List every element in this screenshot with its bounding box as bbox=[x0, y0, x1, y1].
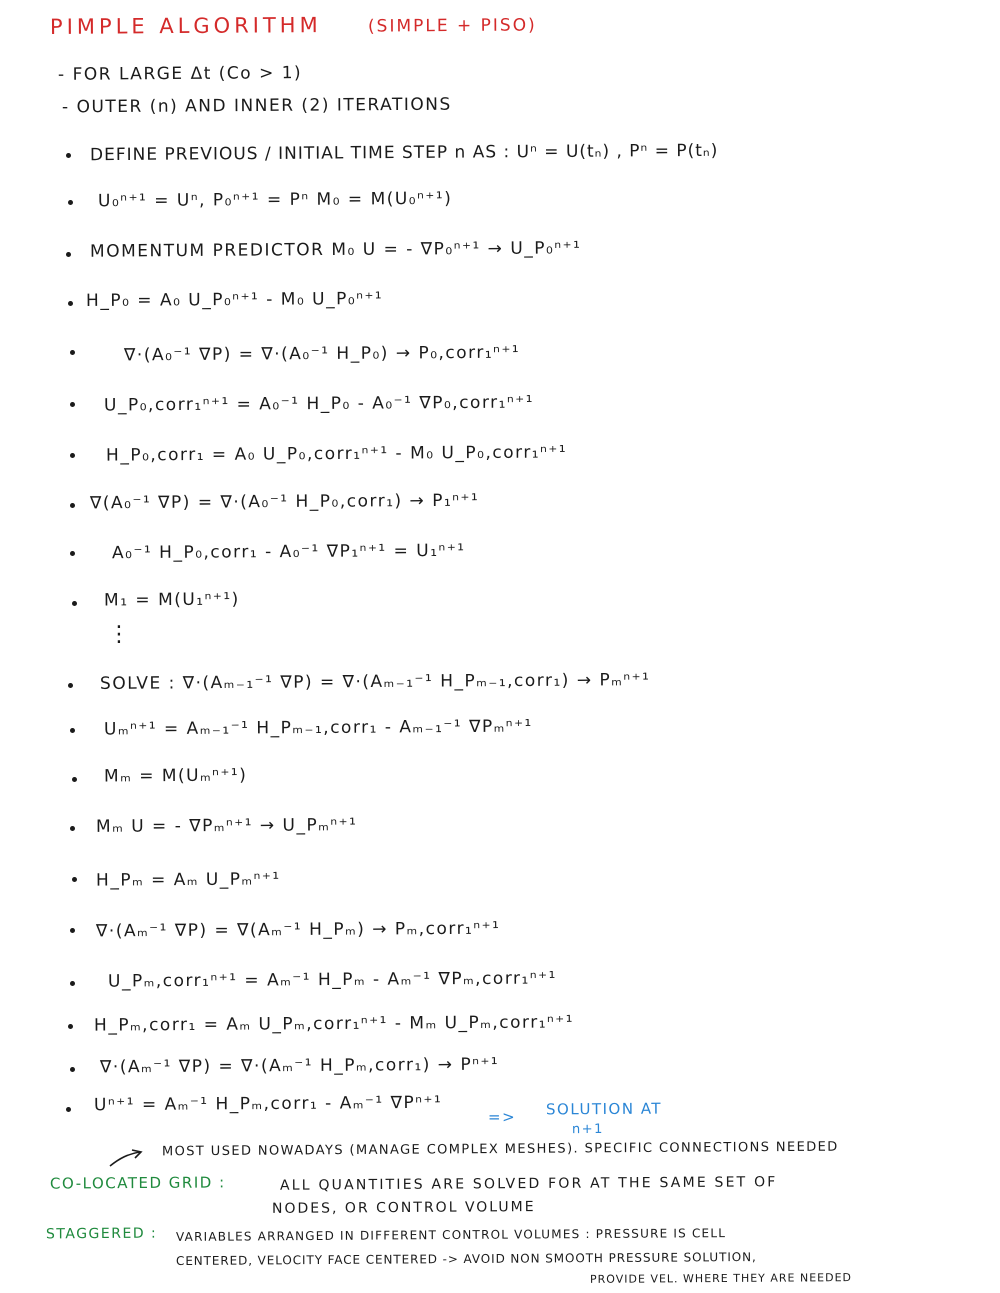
step-velocity-final: Uⁿ⁺¹ = Aₘ⁻¹ H_Pₘ,corr₁ - Aₘ⁻¹ ∇Pⁿ⁺¹ bbox=[93, 1092, 443, 1116]
colocated-grid-line-1: ALL QUANTITIES ARE SOLVED FOR AT THE SAME SET OF bbox=[279, 1174, 778, 1194]
note-arrow-icon bbox=[106, 1148, 146, 1170]
bullet-dot bbox=[72, 777, 77, 782]
bullet-dot bbox=[68, 200, 73, 205]
step-pressure-equation-0: ∇·(A₀⁻¹ ∇P) = ∇·(A₀⁻¹ H_P₀) → P₀,corr₁ⁿ⁺¹ bbox=[123, 342, 521, 366]
bullet-dot bbox=[72, 601, 77, 606]
bullet-dot bbox=[70, 551, 75, 556]
step-solve-pressure: SOLVE : ∇·(Aₘ₋₁⁻¹ ∇P) = ∇·(Aₘ₋₁⁻¹ H_Pₘ₋₁,corr₁) → Pₘⁿ⁺¹ bbox=[99, 670, 651, 694]
step-m1: M₁ = M(U₁ⁿ⁺¹) bbox=[103, 589, 240, 611]
vertical-ellipsis: ⋮ bbox=[108, 622, 130, 647]
bullet-dot bbox=[70, 350, 75, 355]
bullet-dot bbox=[66, 252, 71, 257]
page-title: PIMPLE ALGORITHM bbox=[49, 13, 322, 39]
bullet-dot bbox=[70, 826, 75, 831]
step-pressure-equation-m: ∇·(Aₘ⁻¹ ∇P) = ∇(Aₘ⁻¹ H_Pₘ) → Pₘ,corr₁ⁿ⁺¹ bbox=[95, 918, 501, 942]
bullet-dot bbox=[68, 683, 73, 688]
step-h-pm-corr1: H_Pₘ,corr₁ = Aₘ U_Pₘ,corr₁ⁿ⁺¹ - Mₘ U_Pₘ,corr₁ⁿ⁺¹ bbox=[93, 1012, 575, 1036]
step-momentum-predictor: MOMENTUM PREDICTOR M₀ U = - ∇P₀ⁿ⁺¹ → U_P₀ⁿ⁺¹ bbox=[89, 238, 582, 262]
bullet-dot bbox=[70, 728, 75, 733]
bullet-dot bbox=[70, 1067, 75, 1072]
staggered-grid-label: STAGGERED : bbox=[45, 1225, 158, 1243]
solution-label: SOLUTION AT bbox=[545, 1099, 663, 1119]
bullet-dot bbox=[70, 453, 75, 458]
step-pressure-final: ∇·(Aₘ⁻¹ ∇P) = ∇·(Aₘ⁻¹ H_Pₘ,corr₁) → Pⁿ⁺¹ bbox=[99, 1054, 500, 1078]
step-initial-values: U₀ⁿ⁺¹ = Uⁿ, P₀ⁿ⁺¹ = Pⁿ M₀ = M(U₀ⁿ⁺¹) bbox=[97, 188, 453, 212]
step-velocity-correction-0: U_P₀,corr₁ⁿ⁺¹ = A₀⁻¹ H_P₀ - A₀⁻¹ ∇P₀,corr₁ⁿ⁺¹ bbox=[103, 392, 535, 416]
intro-line-large-dt: - FOR LARGE Δt (Co > 1) bbox=[57, 63, 303, 85]
page-subtitle: (SIMPLE + PISO) bbox=[367, 15, 537, 37]
solution-time-level: n+1 bbox=[571, 1121, 604, 1138]
bullet-dot bbox=[72, 877, 77, 882]
step-velocity-um: Uₘⁿ⁺¹ = Aₘ₋₁⁻¹ H_Pₘ₋₁,corr₁ - Aₘ₋₁⁻¹ ∇Pₘⁿ⁺¹ bbox=[103, 716, 533, 740]
bullet-dot bbox=[68, 1024, 73, 1029]
intro-line-iterations: - OUTER (n) AND INNER (2) ITERATIONS bbox=[61, 94, 452, 118]
step-h-pm: H_Pₘ = Aₘ U_Pₘⁿ⁺¹ bbox=[95, 869, 281, 891]
step-mm: Mₘ = M(Uₘⁿ⁺¹) bbox=[103, 765, 248, 787]
bullet-dot bbox=[70, 928, 75, 933]
staggered-grid-line-3: PROVIDE VEL. WHERE THEY ARE NEEDED bbox=[589, 1271, 853, 1286]
bullet-dot bbox=[70, 402, 75, 407]
step-velocity-correction-m: U_Pₘ,corr₁ⁿ⁺¹ = Aₘ⁻¹ H_Pₘ - Aₘ⁻¹ ∇Pₘ,corr₁ⁿ⁺¹ bbox=[107, 968, 557, 992]
most-used-note: MOST USED NOWADAYS (MANAGE COMPLEX MESHES). SPECIFIC CONNECTIONS NEEDED bbox=[161, 1139, 839, 1160]
bullet-dot bbox=[68, 301, 73, 306]
bullet-dot bbox=[66, 153, 71, 158]
step-pressure-equation-1: ∇(A₀⁻¹ ∇P) = ∇·(A₀⁻¹ H_P₀,corr₁) → P₁ⁿ⁺¹ bbox=[89, 490, 480, 514]
step-velocity-u1: A₀⁻¹ H_P₀,corr₁ - A₀⁻¹ ∇P₁ⁿ⁺¹ = U₁ⁿ⁺¹ bbox=[111, 540, 466, 564]
colocated-grid-label: CO-LOCATED GRID : bbox=[49, 1173, 226, 1193]
step-h-p0: H_P₀ = A₀ U_P₀ⁿ⁺¹ - M₀ U_P₀ⁿ⁺¹ bbox=[85, 288, 384, 312]
step-h-p0-corr1: H_P₀,corr₁ = A₀ U_P₀,corr₁ⁿ⁺¹ - M₀ U_P₀,corr₁ⁿ⁺¹ bbox=[105, 442, 568, 466]
staggered-grid-line-2: CENTERED, VELOCITY FACE CENTERED -> AVOID NON SMOOTH PRESSURE SOLUTION, bbox=[175, 1249, 757, 1269]
step-define-time-step: DEFINE PREVIOUS / INITIAL TIME STEP n AS : Uⁿ = U(tₙ) , Pⁿ = P(tₙ) bbox=[89, 140, 719, 166]
staggered-grid-line-1: VARIABLES ARRANGED IN DIFFERENT CONTROL VOLUMES : PRESSURE IS CELL bbox=[175, 1226, 727, 1244]
colocated-grid-line-2: NODES, OR CONTROL VOLUME bbox=[271, 1199, 536, 1217]
solution-arrow: => bbox=[487, 1107, 517, 1127]
bullet-dot bbox=[70, 503, 75, 508]
bullet-dot bbox=[70, 981, 75, 986]
bullet-dot bbox=[66, 1107, 71, 1112]
step-momentum-m: Mₘ U = - ∇Pₘⁿ⁺¹ → U_Pₘⁿ⁺¹ bbox=[95, 815, 358, 837]
